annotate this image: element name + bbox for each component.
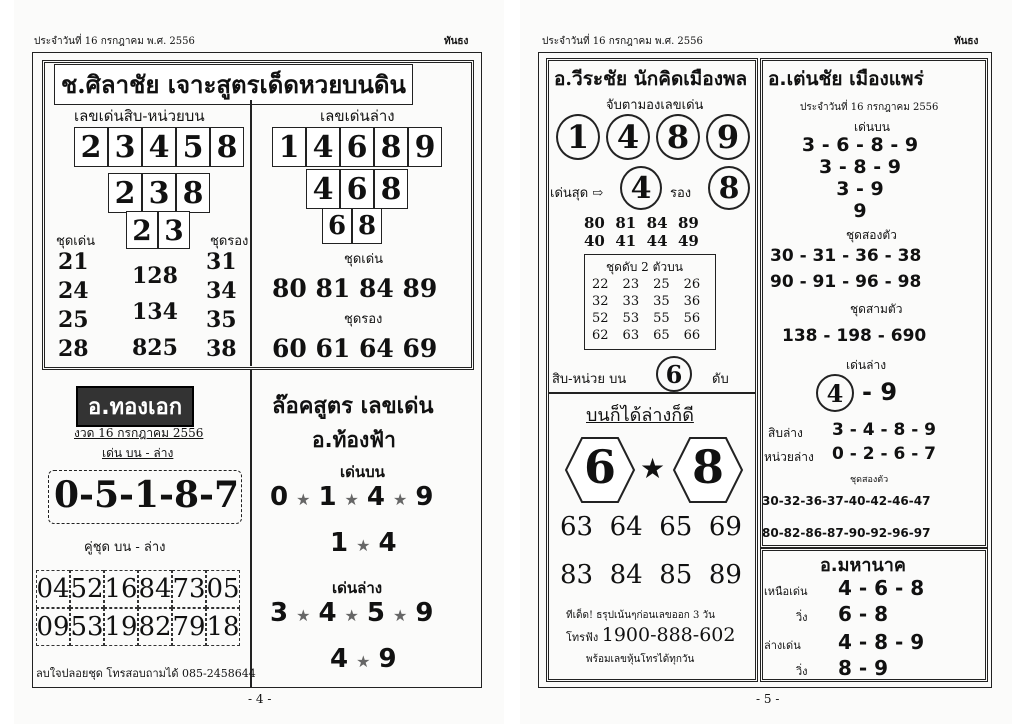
dab-grid-cell: 35: [653, 294, 670, 309]
left-page-number: - 4 -: [248, 692, 272, 706]
silachai-divider: [250, 100, 252, 366]
dab-grid-cell: 63: [622, 328, 640, 343]
right-chud-rong-label: ชุดรอง: [344, 312, 383, 327]
tongfa-title-1: ล๊อคสูตร เลขเด่น: [272, 394, 434, 419]
lock-digit: 4: [318, 598, 337, 628]
weerachai-sub: จับตามองเลขเด่น: [606, 98, 704, 113]
tongfa-top-row-1: [270, 482, 433, 512]
pair-cell: 53: [70, 608, 104, 646]
dab-grid-cell: 53: [622, 311, 640, 326]
dab-grid-cell: 23: [622, 277, 640, 292]
star-icon: ★: [392, 606, 408, 625]
tongfa-top-row-2: [330, 528, 397, 558]
chud-mid-value: 825: [132, 335, 178, 361]
lock-digit: 9: [378, 644, 397, 674]
right-chud-rong-value: 60 61 64 69: [272, 334, 438, 363]
digit-cell: 5: [176, 127, 210, 167]
chud-rong-value: 38: [206, 336, 237, 362]
tenchai-song-label: ชุดสองตัว: [846, 228, 897, 242]
mahanak-r4: 8 - 9: [838, 656, 889, 680]
silachai-top-row-1: [74, 127, 244, 167]
chud-mid-value: 134: [132, 299, 178, 325]
mahanak-title: อ.มหานาค: [820, 555, 906, 576]
den-lang-b: - 9: [862, 378, 898, 406]
thongek-big-number: 0-5-1-8-7: [54, 474, 240, 516]
digit-cell: 4: [306, 127, 340, 167]
hex-left-num: 6: [584, 440, 617, 494]
pair-cell: 19: [104, 608, 138, 646]
digit-cell: 3: [108, 127, 142, 167]
tenchai-chud-song-label: ชุดสองตัว: [850, 475, 889, 485]
dab-circle: 6: [656, 356, 692, 392]
star-icon: ★: [356, 652, 371, 671]
mahanak-r2: 6 - 8: [838, 602, 889, 626]
tenchai-title: อ.เต่นชัย เมืองแพร่: [768, 68, 924, 90]
tongfa-bottom-label: เด่นล่าง: [332, 579, 383, 597]
mahanak-r1: 4 - 6 - 8: [838, 576, 925, 600]
pair-cell: 18: [206, 608, 240, 646]
dab-grid-cell: 33: [622, 294, 640, 309]
pair-cell: 73: [172, 570, 206, 608]
dab-grid-row: [592, 327, 700, 344]
lock-digit: 4: [330, 644, 349, 674]
tenchai-sam-label: ชุดสามตัว: [850, 302, 903, 316]
den-sut-label: เด่นสุด ⇨: [550, 186, 604, 201]
star-icon: ★: [296, 606, 311, 625]
dab-grid-cell: 36: [683, 294, 701, 309]
silachai-top-row-2: [108, 173, 210, 213]
chud-den-value: 24: [58, 278, 89, 304]
den-lang-circle: 4: [816, 374, 854, 412]
tenchai-pyramid: [780, 134, 940, 222]
lock-digit: 1: [330, 528, 349, 558]
digit-cell: 9: [408, 127, 442, 167]
left-header-date: ประจำวันที่ 16 กรกฎาคม พ.ศ. 2556: [34, 36, 195, 47]
hex-right-num: 8: [692, 440, 725, 494]
digit-cell: 4: [142, 127, 176, 167]
pair-cell: 79: [172, 608, 206, 646]
tongfa-title-2: อ.ท้องฟ้า: [312, 428, 396, 452]
den-sut-text: เด่นสุด: [550, 186, 589, 201]
lock-digit: 4: [366, 482, 385, 512]
pair-cell: 04: [36, 570, 70, 608]
star-icon: ★: [356, 536, 371, 555]
tenchai-long-row-2: 80-82-86-87-90-92-96-97: [762, 526, 931, 540]
note-2-phone: 1900-888-602: [601, 624, 736, 646]
digit-cell: 3: [142, 173, 176, 213]
dab-grid-row: [592, 310, 700, 327]
number-circle: 9: [706, 114, 750, 160]
dab-label-left: สิบ-หน่วย บน: [552, 372, 627, 387]
pair-cell: 09: [36, 608, 70, 646]
silachai-title: ช.ศิลาชัย เจาะสูตรเด็ดหวยบนดิน: [54, 64, 413, 105]
note-2-label: โทรฟัง: [566, 631, 599, 644]
pair-cell: 84: [138, 570, 172, 608]
lock-digit: 4: [378, 528, 397, 558]
lock-digit: 9: [415, 482, 434, 512]
weerachai-mid-divider: [548, 392, 756, 394]
left-header-right: ทันธง: [444, 36, 469, 47]
dab-grid-cell: 25: [653, 277, 670, 292]
digit-cell: 3: [158, 211, 190, 249]
weerachai-circles: [556, 114, 750, 160]
thongek-pair-label: คู่ชุด บน - ล่าง: [84, 540, 166, 555]
digit-cell: 8: [374, 169, 408, 209]
thongek-pairs-grid: [36, 570, 240, 646]
weerachai-note-3: พร้อมเลขหุ้นโทรได้ทุกวัน: [586, 654, 695, 665]
chud-den-value: 25: [58, 307, 89, 333]
silachai-col-mid: [132, 258, 178, 366]
right-header-date: ประจำวันที่ 16 กรกฎาคม พ.ศ. 2556: [542, 36, 703, 47]
silachai-bottom-row-2: [306, 169, 408, 209]
silachai-bottom-row-3: [322, 208, 382, 244]
pair-cell: 16: [104, 570, 138, 608]
pair-cell: 05: [206, 570, 240, 608]
right-page-number: - 5 -: [756, 692, 780, 706]
tenchai-date: ประจำวันที่ 16 กรกฎาคม 2556: [800, 102, 939, 113]
pyramid-row: 3 - 8 - 9: [819, 156, 901, 178]
pair-cell: 52: [70, 570, 104, 608]
lock-digit: 9: [415, 598, 434, 628]
silachai-bottom-label: เลขเด่นล่าง: [320, 107, 395, 125]
lock-digit: 1: [318, 482, 337, 512]
dab-grid-cell: 26: [683, 277, 701, 292]
tenchai-den-lang-label: เด่นล่าง: [846, 358, 887, 372]
dab-grid-cell: 62: [592, 328, 609, 343]
weerachai-title: อ.วีระชัย นักคิดเมืองพล: [554, 68, 748, 90]
mahanak-r2-label: วิ่ง: [796, 611, 808, 624]
dab-grid-cell: 66: [683, 328, 701, 343]
tongfa-bottom-row-1: [270, 598, 433, 628]
digit-cell: 2: [74, 127, 108, 167]
mahanak-r1-label: เหนือเด่น: [764, 585, 808, 598]
weerachai-line-2: 83 84 85 89: [560, 560, 742, 590]
chud-rong-value: 31: [206, 249, 237, 275]
digit-cell: 6: [340, 169, 374, 209]
tenchai-song-row-1: 30 - 31 - 36 - 38: [770, 246, 922, 266]
silachai-chud-den-label: ชุดเด่น: [56, 234, 96, 249]
weerachai-row-1: 80 81 84 89: [584, 214, 699, 232]
number-circle: 4: [606, 114, 650, 160]
silachai-top-row-3: [126, 211, 190, 249]
pyramid-row: 9: [853, 200, 867, 222]
nuay-lang-label: หน่วยล่าง: [764, 450, 814, 464]
dab-grid-cell: 65: [653, 328, 670, 343]
digit-cell: 4: [306, 169, 340, 209]
lock-digit: 5: [366, 598, 385, 628]
star-icon: ★: [392, 490, 408, 509]
star-icon: ★: [344, 490, 359, 509]
weerachai-row-2: 40 41 44 49: [584, 232, 699, 250]
pair-cell: 82: [138, 608, 172, 646]
dab-grid-cell: 52: [592, 311, 609, 326]
weerachai-line-1: 63 64 65 69: [560, 512, 742, 542]
digit-cell: 2: [126, 211, 158, 249]
tongfa-top-label: เด่นบน: [340, 463, 385, 481]
mahanak-r3: 4 - 8 - 9: [838, 630, 925, 654]
silachai-bottom-row-1: [272, 127, 442, 167]
star-icon: ★: [640, 452, 666, 485]
digit-cell: 8: [210, 127, 244, 167]
nuay-lang-value: 0 - 2 - 6 - 7: [832, 444, 936, 464]
chud-den-value: 21: [58, 249, 89, 275]
digit-cell: 8: [374, 127, 408, 167]
number-circle: 8: [656, 114, 700, 160]
weerachai-note-1: ทีเด็ด! ธรุปเน้นๆก่อนเลขออก 3 วัน: [566, 610, 715, 621]
right-header-right: ทันธง: [954, 36, 979, 47]
left-page: [14, 0, 504, 724]
star-icon: ★: [296, 490, 311, 509]
silachai-chud-rong-label: ชุดรอง: [210, 234, 249, 249]
silachai-top-label: เลขเด่นสิบ-หน่วยบน: [74, 107, 205, 125]
dab-grid-row: [592, 293, 700, 310]
digit-cell: 8: [176, 173, 210, 213]
mahanak-r3-label: ล่างเด่น: [764, 639, 801, 652]
sib-lang-value: 3 - 4 - 8 - 9: [832, 420, 936, 440]
dab-grid-row: [592, 276, 700, 293]
lock-digit: 0: [270, 482, 289, 512]
chud-mid-value: 128: [132, 263, 178, 289]
weerachai-note-2: [566, 624, 735, 646]
sib-lang-label: สิบล่าง: [768, 426, 803, 440]
right-page: [520, 0, 1012, 724]
digit-cell: 6: [322, 208, 352, 244]
thongek-date: งวด 16 กรกฎาคม 2556: [74, 426, 204, 440]
dab-grid-cell: 56: [683, 311, 701, 326]
dab-grid-label: ชุดดับ 2 ตัวบน: [606, 260, 683, 274]
thongek-title: อ.ทองเอก: [76, 386, 194, 427]
rong-label: รอง: [670, 186, 692, 201]
right-chud-den-value: 80 81 84 89: [272, 274, 438, 303]
dab-grid: [592, 276, 700, 344]
digit-cell: 6: [340, 127, 374, 167]
right-chud-den-label: ชุดเด่น: [344, 252, 384, 267]
star-icon: ★: [344, 606, 359, 625]
digit-cell: 2: [108, 173, 142, 213]
digit-cell: 1: [272, 127, 306, 167]
silachai-col-right: [206, 248, 237, 364]
tenchai-sam-row: 138 - 198 - 690: [782, 326, 927, 346]
thongek-sub: เด่น บน - ล่าง: [102, 446, 174, 460]
chud-den-value: 28: [58, 336, 89, 362]
dab-grid-cell: 32: [592, 294, 609, 309]
tenchai-long-row-1: 30-32-36-37-40-42-46-47: [762, 494, 931, 508]
tenchai-song-row-2: 90 - 91 - 96 - 98: [770, 272, 922, 292]
mahanak-r4-label: วิ่ง: [796, 665, 808, 678]
bon-label: บนก็ได้ล่างก็ดี: [586, 405, 694, 426]
tongfa-bottom-row-2: [330, 644, 397, 674]
silachai-col-left: [58, 248, 89, 364]
left-bottom-divider: [250, 370, 252, 688]
pyramid-row: 3 - 6 - 8 - 9: [801, 134, 919, 156]
digit-cell: 8: [352, 208, 382, 244]
rong-circle: 8: [708, 166, 750, 210]
chud-rong-value: 34: [206, 278, 237, 304]
thongek-footer: ลบใจปลอยชุด โทรสอบถามได้ 085-2458644: [36, 667, 256, 680]
dab-grid-cell: 55: [653, 311, 670, 326]
number-circle: 1: [556, 114, 600, 160]
lock-digit: 3: [270, 598, 289, 628]
den-sut-circle: 4: [620, 166, 662, 210]
tenchai-den-bon-label: เด่นบน: [854, 120, 890, 134]
dab-label-right: ดับ: [712, 372, 729, 387]
dab-grid-cell: 22: [592, 277, 609, 292]
pyramid-row: 3 - 9: [836, 178, 884, 200]
chud-rong-value: 35: [206, 307, 237, 333]
